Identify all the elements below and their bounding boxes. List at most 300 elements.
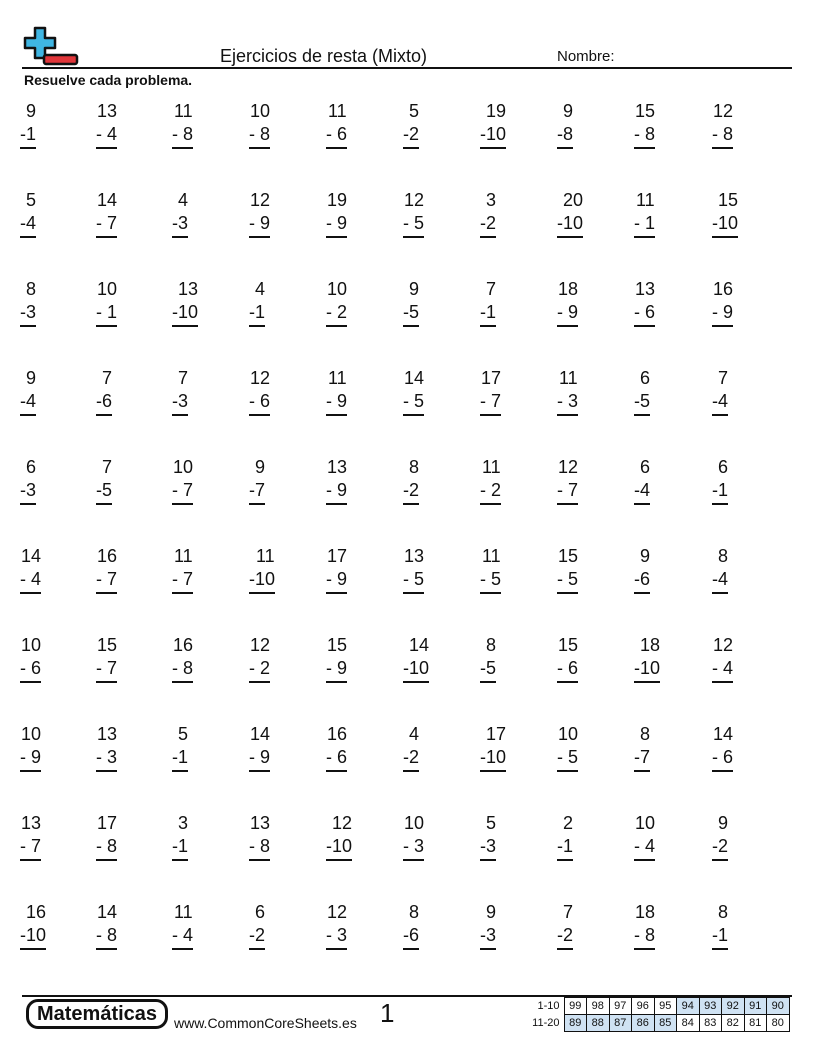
answer-line (634, 770, 650, 772)
answer-line (480, 236, 496, 238)
page-title: Ejercicios de resta (Mixto) (220, 46, 428, 66)
minuend: 16 (327, 724, 348, 744)
subtrahend: - 5 (557, 569, 579, 589)
answer-line (249, 592, 275, 594)
subtrahend: -10 (634, 658, 661, 678)
header-divider (22, 67, 792, 69)
answer-line (403, 414, 424, 416)
answer-line (480, 147, 506, 149)
answer-line (326, 948, 347, 950)
subtraction-problem (403, 189, 473, 269)
subtrahend: -2 (403, 124, 420, 144)
subtrahend: - 5 (403, 569, 425, 589)
minuend: 14 (404, 368, 425, 388)
subtraction-problem (712, 367, 782, 447)
answer-line (712, 859, 728, 861)
subtraction-problem (557, 634, 627, 714)
minuend: 8 (409, 902, 420, 922)
subtraction-problem (557, 812, 627, 892)
answer-line (480, 325, 496, 327)
minuend: 10 (97, 279, 118, 299)
minuend: 8 (718, 902, 729, 922)
subtraction-problem (557, 278, 627, 358)
minuend: 12 (250, 190, 271, 210)
minuend: 6 (255, 902, 266, 922)
minuend: 9 (409, 279, 420, 299)
subtrahend: - 7 (96, 658, 118, 678)
subtraction-problem (172, 367, 242, 447)
answer-line (403, 948, 419, 950)
subtrahend: - 9 (249, 747, 271, 767)
minuend: 12 (404, 190, 425, 210)
subtraction-problem (712, 901, 782, 981)
subtrahend: - 7 (20, 836, 42, 856)
minuend: 14 (21, 546, 42, 566)
minuend: 9 (718, 813, 729, 833)
answer-line (557, 770, 578, 772)
problem-grid (20, 100, 780, 990)
minuend: 11 (174, 902, 193, 922)
subtrahend: - 3 (403, 836, 425, 856)
minuend: 13 (21, 813, 42, 833)
minuend: 14 (409, 635, 430, 655)
answer-line (326, 681, 347, 683)
subtraction-problem (403, 278, 473, 358)
answer-line (480, 414, 501, 416)
subtraction-problem (326, 278, 396, 358)
subtraction-problem (249, 545, 319, 625)
answer-line (172, 503, 193, 505)
answer-line (557, 681, 578, 683)
subtraction-problem (172, 278, 242, 358)
minuend: 4 (255, 279, 266, 299)
minuend: 20 (563, 190, 584, 210)
score-cell: 87 (609, 1015, 632, 1032)
subtrahend: -3 (172, 213, 189, 233)
brand-badge: Matemáticas (26, 999, 168, 1029)
minuend: 11 (559, 368, 578, 388)
score-cell: 96 (632, 998, 655, 1015)
problem-row (20, 723, 780, 812)
subtrahend: - 7 (96, 569, 118, 589)
subtrahend: - 6 (20, 658, 42, 678)
answer-line (249, 859, 270, 861)
subtraction-problem (480, 545, 550, 625)
subtrahend: - 3 (557, 391, 579, 411)
score-cell: 98 (587, 998, 610, 1015)
answer-line (172, 948, 193, 950)
answer-line (403, 236, 424, 238)
subtraction-problem (480, 634, 550, 714)
minuend: 18 (558, 279, 579, 299)
answer-line (326, 592, 347, 594)
subtrahend: -1 (249, 302, 266, 322)
minuend: 13 (635, 279, 656, 299)
subtraction-problem (634, 456, 704, 536)
minuend: 11 (482, 457, 501, 477)
subtraction-problem (326, 901, 396, 981)
minuend: 5 (409, 101, 420, 121)
subtraction-problem (96, 456, 166, 536)
answer-line (172, 236, 188, 238)
subtrahend: -4 (634, 480, 651, 500)
answer-line (403, 503, 419, 505)
subtrahend: -10 (480, 124, 507, 144)
answer-line (712, 236, 738, 238)
subtraction-problem (480, 812, 550, 892)
answer-line (326, 770, 347, 772)
subtraction-problem (557, 456, 627, 536)
answer-line (249, 414, 270, 416)
subtraction-problem (249, 100, 319, 180)
minuend: 12 (558, 457, 579, 477)
subtrahend: -3 (172, 391, 189, 411)
score-table (527, 997, 790, 1032)
subtrahend: - 2 (326, 302, 348, 322)
subtrahend: - 4 (634, 836, 656, 856)
score-cell: 92 (722, 998, 745, 1015)
problem-row (20, 812, 780, 901)
minuend: 16 (26, 902, 47, 922)
subtrahend: - 6 (557, 658, 579, 678)
subtrahend: - 8 (172, 658, 194, 678)
minuend: 17 (481, 368, 502, 388)
subtraction-problem (96, 367, 166, 447)
subtrahend: - 4 (712, 658, 734, 678)
answer-line (172, 592, 193, 594)
answer-line (172, 770, 188, 772)
answer-line (20, 414, 36, 416)
subtraction-problem (249, 189, 319, 269)
subtraction-problem (172, 100, 242, 180)
subtraction-problem (557, 100, 627, 180)
subtraction-problem (96, 545, 166, 625)
subtrahend: -10 (403, 658, 430, 678)
answer-line (557, 592, 578, 594)
subtrahend: - 1 (96, 302, 118, 322)
subtrahend: -10 (480, 747, 507, 767)
answer-line (96, 859, 117, 861)
score-cell: 93 (699, 998, 722, 1015)
answer-line (480, 948, 496, 950)
answer-line (326, 147, 347, 149)
subtraction-problem (249, 723, 319, 803)
subtrahend: -10 (172, 302, 199, 322)
subtrahend: - 9 (20, 747, 42, 767)
minuend: 11 (636, 190, 655, 210)
subtraction-problem (20, 456, 90, 536)
instructions: Resuelve cada problema. (24, 72, 193, 88)
subtraction-problem (557, 545, 627, 625)
minuend: 13 (97, 101, 118, 121)
answer-line (96, 236, 117, 238)
subtrahend: - 8 (712, 124, 734, 144)
minuend: 6 (26, 457, 37, 477)
minuend: 17 (97, 813, 118, 833)
answer-line (172, 681, 193, 683)
subtraction-problem (712, 278, 782, 358)
subtrahend: - 3 (326, 925, 348, 945)
minuend: 4 (178, 190, 189, 210)
subtrahend: -1 (172, 747, 189, 767)
minuend: 10 (250, 101, 271, 121)
minuend: 9 (26, 368, 37, 388)
answer-line (480, 592, 501, 594)
subtrahend: -3 (480, 925, 497, 945)
name-label: Nombre: (557, 48, 615, 65)
answer-line (326, 859, 352, 861)
problem-row (20, 100, 780, 189)
answer-line (96, 592, 117, 594)
score-cell: 89 (564, 1015, 587, 1032)
score-cell: 95 (654, 998, 677, 1015)
score-cell: 91 (744, 998, 767, 1015)
subtrahend: - 4 (20, 569, 42, 589)
minuend: 12 (713, 101, 734, 121)
minuend: 15 (718, 190, 739, 210)
score-cell: 84 (677, 1015, 700, 1032)
minuend: 13 (250, 813, 271, 833)
subtraction-problem (403, 545, 473, 625)
answer-line (20, 859, 41, 861)
score-cell: 81 (744, 1015, 767, 1032)
subtraction-problem (20, 812, 90, 892)
score-cell: 88 (587, 1015, 610, 1032)
answer-line (20, 770, 41, 772)
minuend: 9 (640, 546, 651, 566)
answer-line (480, 681, 496, 683)
subtraction-problem (634, 189, 704, 269)
answer-line (249, 503, 265, 505)
subtrahend: -2 (403, 747, 420, 767)
subtraction-problem (712, 812, 782, 892)
problem-row (20, 189, 780, 278)
site-url: www.CommonCoreSheets.es (174, 1015, 357, 1031)
subtrahend: - 6 (326, 747, 348, 767)
subtraction-problem (96, 723, 166, 803)
subtrahend: - 7 (172, 569, 194, 589)
subtrahend: - 1 (634, 213, 656, 233)
subtraction-problem (557, 189, 627, 269)
score-cell: 99 (564, 998, 587, 1015)
subtraction-problem (480, 723, 550, 803)
subtrahend: -2 (403, 480, 420, 500)
subtrahend: -6 (403, 925, 420, 945)
minuend: 14 (97, 902, 118, 922)
answer-line (557, 859, 573, 861)
answer-line (20, 503, 36, 505)
answer-line (249, 770, 270, 772)
answer-line (712, 147, 733, 149)
subtrahend: - 6 (634, 302, 656, 322)
subtrahend: -10 (249, 569, 276, 589)
answer-line (634, 147, 655, 149)
answer-line (557, 414, 578, 416)
minuend: 15 (97, 635, 118, 655)
minuend: 5 (486, 813, 497, 833)
minuend: 8 (486, 635, 497, 655)
answer-line (403, 325, 419, 327)
answer-line (249, 147, 270, 149)
answer-line (20, 681, 41, 683)
subtraction-problem (249, 901, 319, 981)
subtraction-problem (712, 189, 782, 269)
answer-line (249, 948, 265, 950)
answer-line (326, 236, 347, 238)
minuend: 16 (173, 635, 194, 655)
subtrahend: -1 (557, 836, 574, 856)
subtrahend: - 8 (96, 836, 118, 856)
minuend: 3 (486, 190, 497, 210)
subtraction-problem (20, 901, 90, 981)
minuend: 6 (718, 457, 729, 477)
minuend: 3 (178, 813, 189, 833)
problem-row (20, 634, 780, 723)
answer-line (634, 592, 650, 594)
answer-line (403, 859, 424, 861)
subtrahend: - 2 (480, 480, 502, 500)
minuend: 11 (482, 546, 501, 566)
minuend: 8 (26, 279, 37, 299)
subtrahend: - 9 (326, 658, 348, 678)
subtraction-problem (326, 812, 396, 892)
subtrahend: - 7 (172, 480, 194, 500)
subtrahend: - 5 (403, 213, 425, 233)
answer-line (96, 325, 117, 327)
subtrahend: -2 (480, 213, 497, 233)
minuend: 11 (328, 368, 347, 388)
answer-line (634, 325, 655, 327)
minuend: 8 (718, 546, 729, 566)
subtrahend: -1 (172, 836, 189, 856)
score-cell: 83 (699, 1015, 722, 1032)
subtrahend: -6 (634, 569, 651, 589)
answer-line (403, 147, 419, 149)
subtraction-problem (403, 901, 473, 981)
subtrahend: -1 (480, 302, 497, 322)
plus-minus-logo-icon (22, 24, 80, 68)
subtrahend: -7 (249, 480, 266, 500)
subtraction-problem (326, 100, 396, 180)
subtrahend: -5 (96, 480, 113, 500)
subtrahend: - 9 (557, 302, 579, 322)
subtrahend: -2 (712, 836, 729, 856)
minuend: 15 (327, 635, 348, 655)
subtraction-problem (326, 723, 396, 803)
answer-line (326, 503, 347, 505)
subtraction-problem (634, 278, 704, 358)
subtraction-problem (249, 634, 319, 714)
minuend: 7 (102, 368, 113, 388)
answer-line (557, 236, 583, 238)
subtraction-problem (96, 278, 166, 358)
subtrahend: -4 (20, 213, 37, 233)
subtraction-problem (403, 634, 473, 714)
minuend: 10 (404, 813, 425, 833)
minuend: 14 (250, 724, 271, 744)
subtraction-problem (480, 901, 550, 981)
subtraction-problem (557, 901, 627, 981)
subtraction-problem (403, 456, 473, 536)
subtraction-problem (20, 367, 90, 447)
answer-line (96, 503, 112, 505)
subtrahend: - 3 (96, 747, 118, 767)
minuend: 7 (563, 902, 574, 922)
minuend: 9 (486, 902, 497, 922)
subtrahend: - 5 (480, 569, 502, 589)
score-cell: 94 (677, 998, 700, 1015)
subtraction-problem (712, 100, 782, 180)
minuend: 17 (327, 546, 348, 566)
score-cell: 90 (767, 998, 790, 1015)
problem-row (20, 545, 780, 634)
subtraction-problem (20, 723, 90, 803)
subtrahend: - 8 (96, 925, 118, 945)
problem-row (20, 367, 780, 456)
answer-line (634, 948, 655, 950)
subtraction-problem (712, 545, 782, 625)
subtraction-problem (20, 545, 90, 625)
subtraction-problem (96, 100, 166, 180)
minuend: 15 (635, 101, 656, 121)
answer-line (634, 859, 655, 861)
answer-line (249, 325, 265, 327)
minuend: 13 (327, 457, 348, 477)
answer-line (172, 147, 193, 149)
answer-line (96, 147, 117, 149)
minuend: 15 (558, 546, 579, 566)
answer-line (634, 503, 650, 505)
minuend: 12 (327, 902, 348, 922)
minuend: 10 (173, 457, 194, 477)
answer-line (96, 414, 112, 416)
answer-line (712, 325, 733, 327)
score-cell: 80 (767, 1015, 790, 1032)
subtraction-problem (96, 189, 166, 269)
minuend: 5 (26, 190, 37, 210)
minuend: 17 (486, 724, 507, 744)
subtraction-problem (634, 812, 704, 892)
problem-row (20, 278, 780, 367)
minuend: 2 (563, 813, 574, 833)
subtraction-problem (480, 189, 550, 269)
minuend: 9 (563, 101, 574, 121)
subtrahend: - 6 (326, 124, 348, 144)
subtraction-problem (172, 901, 242, 981)
minuend: 8 (409, 457, 420, 477)
score-row (527, 998, 789, 1015)
minuend: 14 (713, 724, 734, 744)
answer-line (96, 681, 117, 683)
subtrahend: - 8 (249, 124, 271, 144)
subtraction-problem (480, 367, 550, 447)
subtraction-problem (480, 456, 550, 536)
minuend: 5 (178, 724, 189, 744)
answer-line (403, 770, 419, 772)
subtraction-problem (172, 456, 242, 536)
answer-line (326, 414, 347, 416)
answer-line (557, 948, 573, 950)
subtrahend: - 8 (634, 925, 656, 945)
answer-line (172, 325, 198, 327)
answer-line (20, 592, 41, 594)
minuend: 12 (250, 368, 271, 388)
subtraction-problem (634, 723, 704, 803)
score-range-label: 1-10 (537, 999, 560, 1012)
minuend: 9 (255, 457, 266, 477)
subtrahend: - 7 (96, 213, 118, 233)
minuend: 12 (713, 635, 734, 655)
